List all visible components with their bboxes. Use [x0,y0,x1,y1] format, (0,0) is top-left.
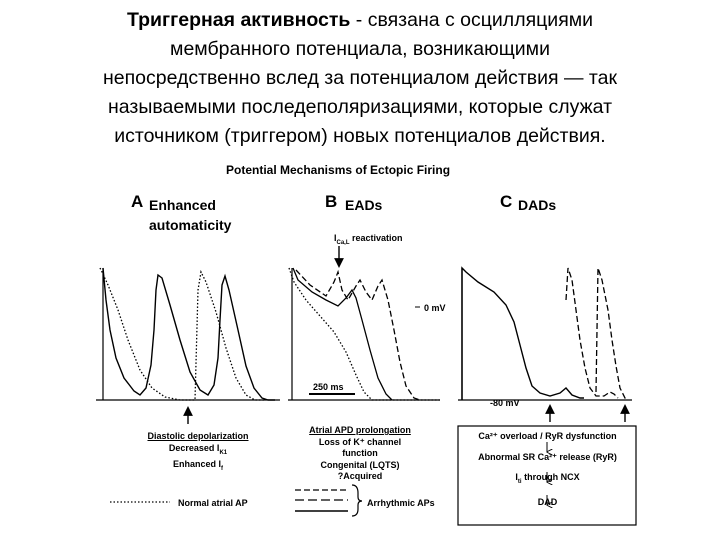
caption-a-line2: Decreased $I_{K1}$ [168,442,228,456]
figure-title: Potential Mechanisms of Ectopic Firing [226,163,451,177]
heading-line5: источником (триггером) новых потенциалов действия. [114,125,606,147]
panel-c-name: DADs [518,197,557,213]
caption-c-line4: DAD [537,497,558,508]
caption-b-line4: ?Acquired [337,471,383,481]
panel-c-ap [462,268,584,400]
caption-a-line3: Enhanced $I_f$ [172,458,223,472]
panel-a-traces [96,268,280,424]
caption-c-line3: $I_{ti}$ through NCX [515,472,580,485]
caption-b-line3: Congenital (LQTS) [320,459,400,470]
panel-a-letter: A [131,192,144,211]
panel-a-normal-ap [100,268,265,400]
ica-reactivation-label: $I_{Ca,L}$ reactivation [334,233,403,246]
heading-line2: мембранного потенциала, возникающими [170,38,550,60]
panel-b-traces [288,246,440,400]
heading-line3: непосредственно вслед за потенциалом действия — так [102,67,618,89]
legend-normal-label: Normal atrial AP [178,498,248,508]
legend [110,485,362,516]
scale-bar-label: 250 ms [313,382,344,392]
panel-a-name-line1: Enhanced [149,197,216,213]
caption-a-line1: Diastolic depolarization [147,431,249,441]
panel-c-traces [458,268,632,422]
panel-c-dad-2 [596,268,626,400]
zero-mv-label: 0 mV [424,303,446,313]
heading-line4: называемыми последеполяризациями, которые служат [107,96,613,118]
legend-arrhythmic-label: Arrhythmic APs [367,498,435,508]
caption-c-box [458,426,636,525]
panel-b-name: EADs [345,197,383,213]
heading-bold: Триггерная активность [126,9,351,31]
caption-c-line1: Ca²⁺ overload / RyR dysfunction [478,431,617,441]
minus80-mv-label: -80 mV [490,398,520,408]
panel-a-name-line2: automaticity [149,217,232,233]
panel-c-letter: C [500,192,513,211]
panel-a-arrhythmic-ap [103,268,275,400]
heading-line1: - связана с осцилляциями [350,9,594,31]
caption-b-line1: Atrial APD prolongation [309,425,411,435]
panel-b-letter: B [325,192,338,211]
caption-c-line2: Abnormal SR Ca²⁺ release (RyR) [478,451,617,462]
caption-b-line2: Loss of K⁺ channel function [318,436,402,458]
panel-c-dad-1 [566,268,618,398]
legend-brace [352,485,362,516]
